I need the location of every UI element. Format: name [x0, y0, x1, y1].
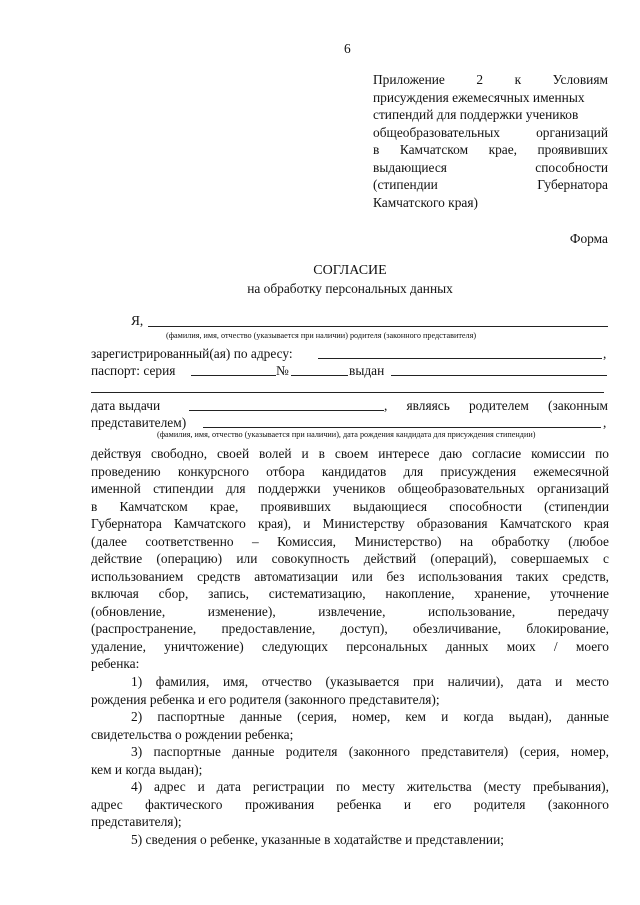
name-prefix: Я, [131, 313, 144, 328]
passport-series-label: паспорт: серия [91, 363, 176, 378]
appendix-line-7 [373, 176, 608, 194]
body-line: использованием средств автоматизации или без использования таких средств, [91, 568, 609, 584]
passport-number-label: № [276, 363, 289, 378]
passport-issued-input[interactable] [391, 375, 607, 376]
appendix-word: (стипендии [373, 177, 438, 192]
page-number: 6 [344, 41, 351, 56]
body-line: Губернатора Камчатского края), и Министерству образования Камчатского края [91, 516, 609, 531]
body-line: именной стипендии для поддержки учеников общеобразовательных организаций [91, 481, 609, 496]
body-line: (далее соответственно – Комиссия, Министерство) на обработку (любое [91, 533, 609, 549]
document-title: СОГЛАСИЕ [313, 263, 387, 278]
appendix-word: Губернатора [537, 177, 608, 192]
appendix-word: крае, [488, 142, 517, 157]
appendix-line-1 [373, 71, 608, 89]
list-item [91, 778, 609, 831]
issue-date-label: дата выдачи [91, 398, 161, 413]
list-item [91, 708, 609, 743]
document-subtitle: на обработку персональных данных [247, 281, 453, 296]
consent-body [91, 445, 609, 673]
issue-date-trailing-text [384, 397, 608, 415]
list-item-first-line: 4) адрес и дата регистрации по месту жительства (месту пребывания), [131, 779, 609, 794]
appendix-word: 2 [476, 72, 484, 87]
address-label: зарегистрированный(ая) по адресу: [91, 346, 293, 361]
date-word: родителем [468, 398, 529, 413]
appendix-line-6 [373, 159, 608, 177]
list-item [91, 673, 609, 708]
appendix-word: организаций [536, 124, 608, 140]
appendix-word: Камчатском [399, 142, 469, 157]
list-item-first-line: 3) паспортные данные родителя (законного представителя) (серия, номер, [131, 744, 609, 759]
list-item [91, 831, 609, 849]
issue-date-input[interactable] [189, 410, 384, 411]
list-item [91, 743, 609, 778]
address-input-line[interactable] [318, 358, 602, 359]
date-word: (законным [547, 398, 608, 413]
appendix-word: выдающиеся [373, 159, 447, 175]
date-word: , [384, 398, 388, 413]
body-line: действуя свободно, своей волей и в своем интересе даю согласие комиссии по [91, 446, 609, 461]
list-item-first-line: 5) сведения о ребенке, указанные в ходатайстве и представлении; [131, 831, 504, 847]
appendix-word: в [373, 142, 380, 157]
representative-suffix: , [603, 415, 607, 430]
appendix-line-2: присуждения ежемесячных именных [373, 89, 585, 105]
body-line: действие (операцию) или совокупность действий (операций), совершаемых с [91, 551, 609, 566]
list-item-line: представителя); [91, 814, 182, 829]
body-line: (распространение, предоставление, доступ), обезличивание, блокирование, [91, 621, 609, 636]
body-line: проведению конкурсного отбора кандидатов для присуждения ежемесячной [91, 463, 609, 479]
list-item-line: свидетельства о рождении ребенка; [91, 726, 294, 742]
appendix-line-3: стипендий для поддержки учеников [373, 107, 579, 122]
passport-number-input[interactable] [291, 375, 348, 376]
address-suffix: , [603, 346, 607, 361]
appendix-word: Условиям [552, 72, 608, 87]
appendix-word: к [514, 72, 522, 87]
appendix-word: способности [535, 159, 608, 175]
list-item-line: кем и когда выдан); [91, 761, 203, 777]
personal-data-list [91, 673, 609, 848]
body-line: удаление, уничтожение) следующих персональных данных моих / моего [91, 638, 609, 654]
date-word: являясь [406, 398, 450, 413]
representative-input-line[interactable] [203, 427, 601, 428]
name-caption: (фамилия, имя, отчество (указывается при наличии) родителя (законного представителя) [166, 331, 477, 340]
representative-label: представителем) [91, 415, 187, 430]
list-item-line: адрес фактического проживания ребенка и его родителя (законного [91, 796, 609, 812]
appendix-word: общеобразовательных [373, 124, 501, 140]
appendix-word: Приложение [373, 72, 445, 87]
passport-issued-continuation-line[interactable] [91, 392, 604, 393]
appendix-word: проявивших [537, 142, 608, 157]
list-item-line: рождения ребенка и его родителя (законного представителя); [91, 691, 440, 707]
representative-caption: (фамилия, имя, отчество (указывается при наличии), дата рождения кандидата для присуждения стипендии) [157, 430, 536, 439]
appendix-line-8: Камчатского края) [373, 194, 478, 210]
list-item-first-line: 2) паспортные данные (серия, номер, кем и когда выдан), данные [131, 709, 609, 724]
body-line: (обновление, изменение), извлечение, использование, передачу [91, 603, 609, 619]
list-item-first-line: 1) фамилия, имя, отчество (указывается при наличии), дата и место [131, 674, 609, 689]
name-input-line[interactable] [148, 326, 608, 327]
appendix-block [373, 71, 608, 211]
form-label: Форма [569, 231, 608, 246]
body-line: в Камчатском крае, проявивших выдающиеся способности (стипендии [91, 498, 609, 514]
appendix-line-4 [373, 124, 608, 142]
passport-issued-label: выдан [349, 363, 385, 378]
body-line: включая сбор, запись, систематизацию, накопление, хранение, уточнение [91, 586, 609, 601]
passport-series-input[interactable] [191, 375, 276, 376]
body-line-last: ребенка: [91, 656, 140, 671]
appendix-line-5 [373, 141, 608, 159]
